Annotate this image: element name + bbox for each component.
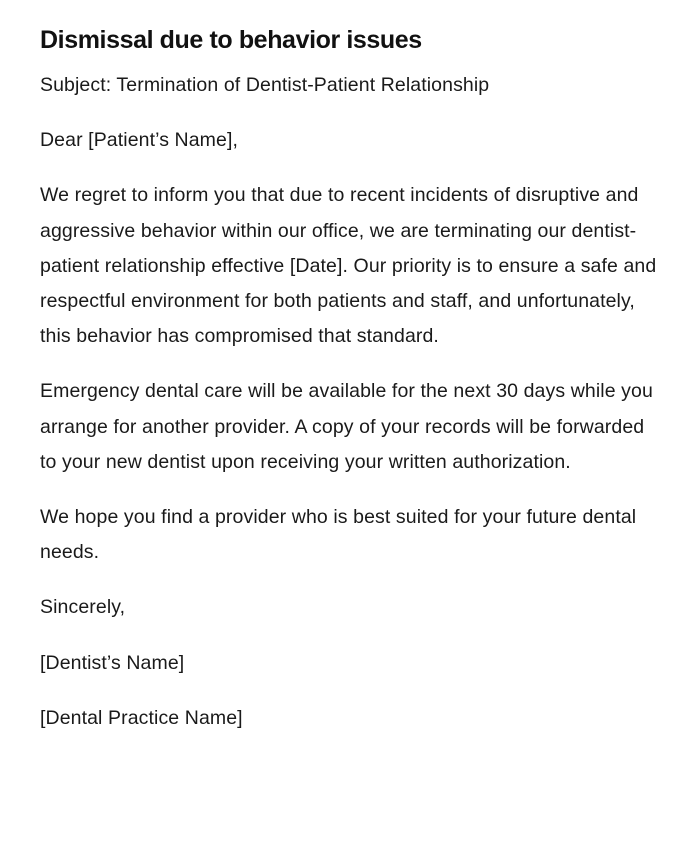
letter-title: Dismissal due to behavior issues: [40, 26, 422, 54]
letter-paragraph-1: We regret to inform you that due to recent incidents of disruptive and aggressive behavior within our office, we are terminating our dentist-patient relationship effective [Date]. Our priority is to ensure a safe and respectful environment for both patients and staff, and unfortunately, this behavior has compromised that standard.: [40, 184, 657, 348]
letter-closing: Sincerely,: [40, 596, 126, 619]
letter-subject: Subject: Termination of Dentist-Patient Relationship: [40, 74, 490, 96]
signature-practice: [Dental Practice Name]: [40, 706, 243, 729]
letter-paragraph-2: Emergency dental care will be available for the next 30 days while you arrange for another provider. A copy of your records will be forwarded to your new dentist upon receiving your written authorization.: [40, 380, 653, 473]
letter-paragraph-3: We hope you find a provider who is best suited for your future dental needs.: [40, 506, 637, 564]
signature-name: [Dentist’s Name]: [40, 651, 185, 674]
letter-salutation: Dear [Patient’s Name],: [40, 129, 239, 152]
